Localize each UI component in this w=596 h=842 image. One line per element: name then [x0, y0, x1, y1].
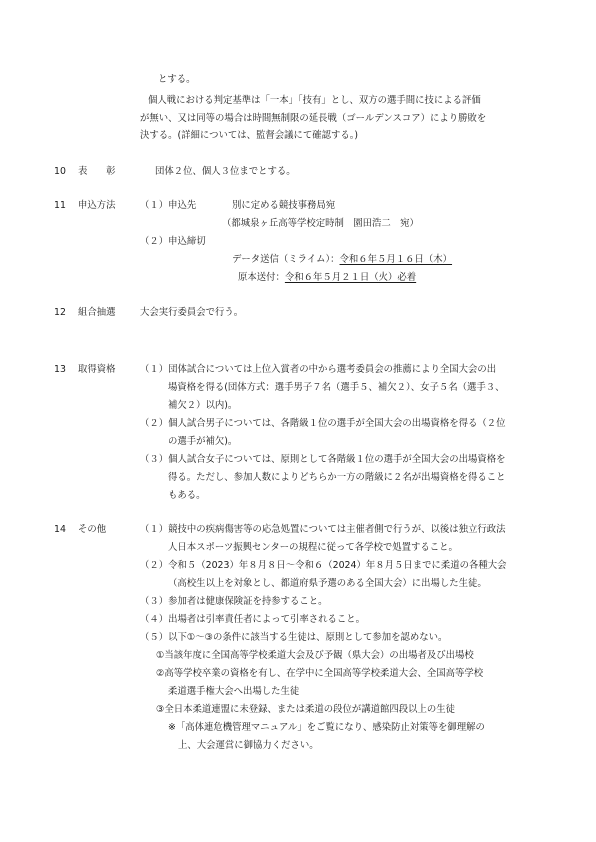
section-12-body: 大会実行委員会で行う。 — [140, 307, 244, 318]
section-14-condition-1: ①当該年度に全国高等学校柔道大会及び予観（県大会）の出場者及び出場校 — [156, 650, 474, 661]
section-14-number: 14 — [54, 524, 66, 535]
section-14-title: その他 — [78, 524, 107, 535]
section-14-condition-2-line-1: ②高等学校卒業の資格を有し、在学中に全国高等学校柔道大会、全国高等学校 — [156, 668, 484, 679]
section-13-title: 取得資格 — [78, 364, 116, 375]
section-13-p1-line-1: （１）団体試合については上位入賞者の中から選考委員会の推薦により全国大会の出 — [140, 364, 497, 375]
section-13-p1-line-3: 補欠２）以内)。 — [168, 400, 238, 411]
intro-line-4: 決する。(詳細については、監督会議にて確認する。) — [140, 130, 359, 141]
section-11-item-2-label: （２）申込締切 — [140, 236, 206, 247]
section-14-p2-line-2: （高校生以上を対象とし、都道府県予選のある全国大会）に出場した生徒。 — [168, 578, 487, 589]
section-11-item-1-sub: （都城泉ヶ丘高等学校定時制 園田浩二 宛） — [222, 218, 419, 229]
section-13-number: 13 — [54, 364, 66, 375]
section-11-deadline-original — [238, 272, 416, 284]
section-14-p3: （３）参加者は健康保険証を持参すること。 — [140, 596, 328, 607]
section-14-note-line-1: ※「高体連危機管理マニュアル」をご覧になり、感染防止対策等を御理解の — [168, 722, 485, 733]
intro-line-2: 個人戦における判定基準は「一本」「技有」とし、双方の選手間に技による評価 — [148, 95, 481, 106]
intro-line-1: とする。 — [158, 74, 196, 85]
section-10-title: 表 彰 — [78, 166, 116, 177]
section-11-number: 11 — [54, 200, 66, 211]
section-14-note-line-2: 上、大会運営に御協力ください。 — [178, 740, 319, 751]
section-14-condition-3: ③全日本柔道連盟に未登録、または柔道の段位が講道館四段以上の生徒 — [156, 704, 456, 715]
section-11-item-1-label: （１）申込先 — [140, 200, 197, 211]
section-12-number: 12 — [54, 307, 66, 318]
section-10-number: 10 — [54, 166, 66, 177]
deadline-original-date: 令和６年５月２１日（火）必着 — [284, 272, 417, 283]
section-14-p1-line-1: （１）競技中の疾病傷害等の応急処置については主催者側で行うが、以後は独立行政法 — [140, 524, 506, 535]
section-13-p3-line-3: もある。 — [168, 490, 206, 501]
section-13-p1-line-2: 場資格を得る(団体方式：選手男子７名（選手５、補欠２）、女子５名（選手３、 — [168, 382, 505, 393]
section-13-p3-line-1: （３）個人試合女子については、原則として各階級１位の選手が全国大会の出場資格を — [140, 454, 506, 465]
section-13-p3-line-2: 得る。ただし、参加人数によりどちらか一方の階級に２名が出場資格を得ること — [168, 472, 506, 483]
section-11-deadline-data — [232, 254, 452, 266]
section-14-p5: （５）以下①～③の条件に該当する生徒は、原則として参加を認めない。 — [140, 632, 448, 643]
deadline-data-date: 令和６年５月１６日（木） — [339, 254, 453, 265]
section-13-p2-line-1: （２）個人試合男子については、各階級１位の選手が全国大会の出場資格を得る（２位 — [140, 418, 506, 429]
section-14-p1-line-2: 人日本スポーツ振興センターの規程に従って各学校で処置すること。 — [168, 542, 458, 553]
section-11-item-1-text: 別に定める競技事務局宛 — [232, 200, 336, 211]
section-14-p4: （４）出場者は引率責任者によって引率されること。 — [140, 614, 366, 625]
section-11-title: 申込方法 — [78, 200, 116, 211]
section-10-body: 団体２位、個人３位までとする。 — [155, 166, 296, 177]
section-14-condition-2-line-2: 柔道選手権大会へ出場した生徒 — [168, 686, 300, 697]
intro-line-3: が無い、又は同等の場合は時間無制限の延長戦（ゴールデンスコア）により勝敗を — [140, 113, 487, 124]
section-12-title: 組合抽選 — [78, 307, 116, 318]
section-14-p2-line-1: （２）令和５（2023）年８月８日～令和６（2024）年８月５日までに柔道の各種大会 — [140, 560, 507, 571]
deadline-original-prefix: 原本送付： — [238, 272, 285, 283]
deadline-data-prefix: データ送信（ミライム）： — [232, 254, 340, 265]
section-13-p2-line-2: の選手が補欠)。 — [168, 436, 238, 447]
